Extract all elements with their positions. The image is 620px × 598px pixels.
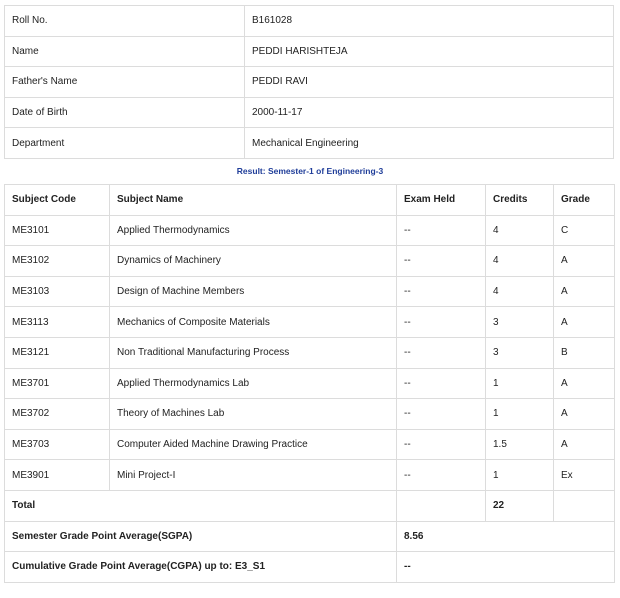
cgpa-row bbox=[5, 552, 615, 583]
subject-code-cell: ME3101 bbox=[5, 215, 110, 246]
total-grade-empty bbox=[554, 490, 615, 521]
dob-value: 2000-11-17 bbox=[245, 97, 614, 128]
subject-name-cell: Dynamics of Machinery bbox=[110, 246, 397, 277]
total-empty bbox=[397, 490, 486, 521]
credits-cell: 1.5 bbox=[486, 429, 554, 460]
total-label: Total bbox=[5, 490, 397, 521]
cgpa-value: -- bbox=[397, 552, 615, 583]
grades-table bbox=[4, 184, 615, 583]
header-credits: Credits bbox=[486, 185, 554, 216]
subject-row bbox=[5, 429, 615, 460]
credits-cell: 4 bbox=[486, 276, 554, 307]
exam-held-cell: -- bbox=[397, 429, 486, 460]
subject-row bbox=[5, 460, 615, 491]
header-exam-held: Exam Held bbox=[397, 185, 486, 216]
fathers-name-value: PEDDI RAVI bbox=[245, 67, 614, 98]
grade-cell: A bbox=[554, 307, 615, 338]
subject-code-cell: ME3703 bbox=[5, 429, 110, 460]
credits-cell: 4 bbox=[486, 215, 554, 246]
subject-name-cell: Non Traditional Manufacturing Process bbox=[110, 337, 397, 368]
exam-held-cell: -- bbox=[397, 399, 486, 430]
credits-cell: 3 bbox=[486, 337, 554, 368]
info-row-roll-no bbox=[5, 6, 614, 37]
total-row bbox=[5, 490, 615, 521]
grade-cell: B bbox=[554, 337, 615, 368]
subject-code-cell: ME3102 bbox=[5, 246, 110, 277]
subject-row bbox=[5, 276, 615, 307]
subject-row bbox=[5, 399, 615, 430]
exam-held-cell: -- bbox=[397, 276, 486, 307]
credits-cell: 1 bbox=[486, 368, 554, 399]
header-subject-code: Subject Code bbox=[5, 185, 110, 216]
info-row-department bbox=[5, 128, 614, 159]
student-info-table bbox=[4, 5, 614, 159]
credits-cell: 1 bbox=[486, 460, 554, 491]
grade-cell: A bbox=[554, 429, 615, 460]
subject-name-cell: Design of Machine Members bbox=[110, 276, 397, 307]
subject-row bbox=[5, 246, 615, 277]
grades-header-row bbox=[5, 185, 615, 216]
result-title: Result: Semester-1 of Engineering-3 bbox=[236, 166, 384, 176]
info-row-dob bbox=[5, 97, 614, 128]
roll-no-value: B161028 bbox=[245, 6, 614, 37]
subject-row bbox=[5, 337, 615, 368]
grade-cell: C bbox=[554, 215, 615, 246]
exam-held-cell: -- bbox=[397, 246, 486, 277]
info-label: Department bbox=[5, 128, 245, 159]
info-label: Roll No. bbox=[5, 6, 245, 37]
cgpa-label: Cumulative Grade Point Average(CGPA) up to: E3_S1 bbox=[5, 552, 397, 583]
subject-code-cell: ME3702 bbox=[5, 399, 110, 430]
total-credits: 22 bbox=[486, 490, 554, 521]
sgpa-label: Semester Grade Point Average(SGPA) bbox=[5, 521, 397, 552]
exam-held-cell: -- bbox=[397, 215, 486, 246]
exam-held-cell: -- bbox=[397, 460, 486, 491]
subject-code-cell: ME3701 bbox=[5, 368, 110, 399]
header-subject-name: Subject Name bbox=[110, 185, 397, 216]
sgpa-value: 8.56 bbox=[397, 521, 615, 552]
credits-cell: 4 bbox=[486, 246, 554, 277]
department-value: Mechanical Engineering bbox=[245, 128, 614, 159]
grade-cell: A bbox=[554, 368, 615, 399]
info-label: Father's Name bbox=[5, 67, 245, 98]
info-row-fathers-name bbox=[5, 67, 614, 98]
name-value: PEDDI HARISHTEJA bbox=[245, 36, 614, 67]
grade-cell: A bbox=[554, 399, 615, 430]
info-row-name bbox=[5, 36, 614, 67]
exam-held-cell: -- bbox=[397, 337, 486, 368]
credits-cell: 3 bbox=[486, 307, 554, 338]
subject-code-cell: ME3121 bbox=[5, 337, 110, 368]
subject-code-cell: ME3103 bbox=[5, 276, 110, 307]
info-label: Name bbox=[5, 36, 245, 67]
subject-row bbox=[5, 307, 615, 338]
info-label: Date of Birth bbox=[5, 97, 245, 128]
subject-code-cell: ME3901 bbox=[5, 460, 110, 491]
subject-name-cell: Mini Project-I bbox=[110, 460, 397, 491]
subject-name-cell: Applied Thermodynamics Lab bbox=[110, 368, 397, 399]
subject-name-cell: Computer Aided Machine Drawing Practice bbox=[110, 429, 397, 460]
credits-cell: 1 bbox=[486, 399, 554, 430]
grade-cell: A bbox=[554, 276, 615, 307]
subject-name-cell: Mechanics of Composite Materials bbox=[110, 307, 397, 338]
grade-cell: A bbox=[554, 246, 615, 277]
header-grade: Grade bbox=[554, 185, 615, 216]
subject-name-cell: Theory of Machines Lab bbox=[110, 399, 397, 430]
subject-rows bbox=[5, 215, 615, 490]
subject-name-cell: Applied Thermodynamics bbox=[110, 215, 397, 246]
subject-row bbox=[5, 368, 615, 399]
subject-row bbox=[5, 215, 615, 246]
exam-held-cell: -- bbox=[397, 307, 486, 338]
subject-code-cell: ME3113 bbox=[5, 307, 110, 338]
sgpa-row bbox=[5, 521, 615, 552]
grade-cell: Ex bbox=[554, 460, 615, 491]
exam-held-cell: -- bbox=[397, 368, 486, 399]
